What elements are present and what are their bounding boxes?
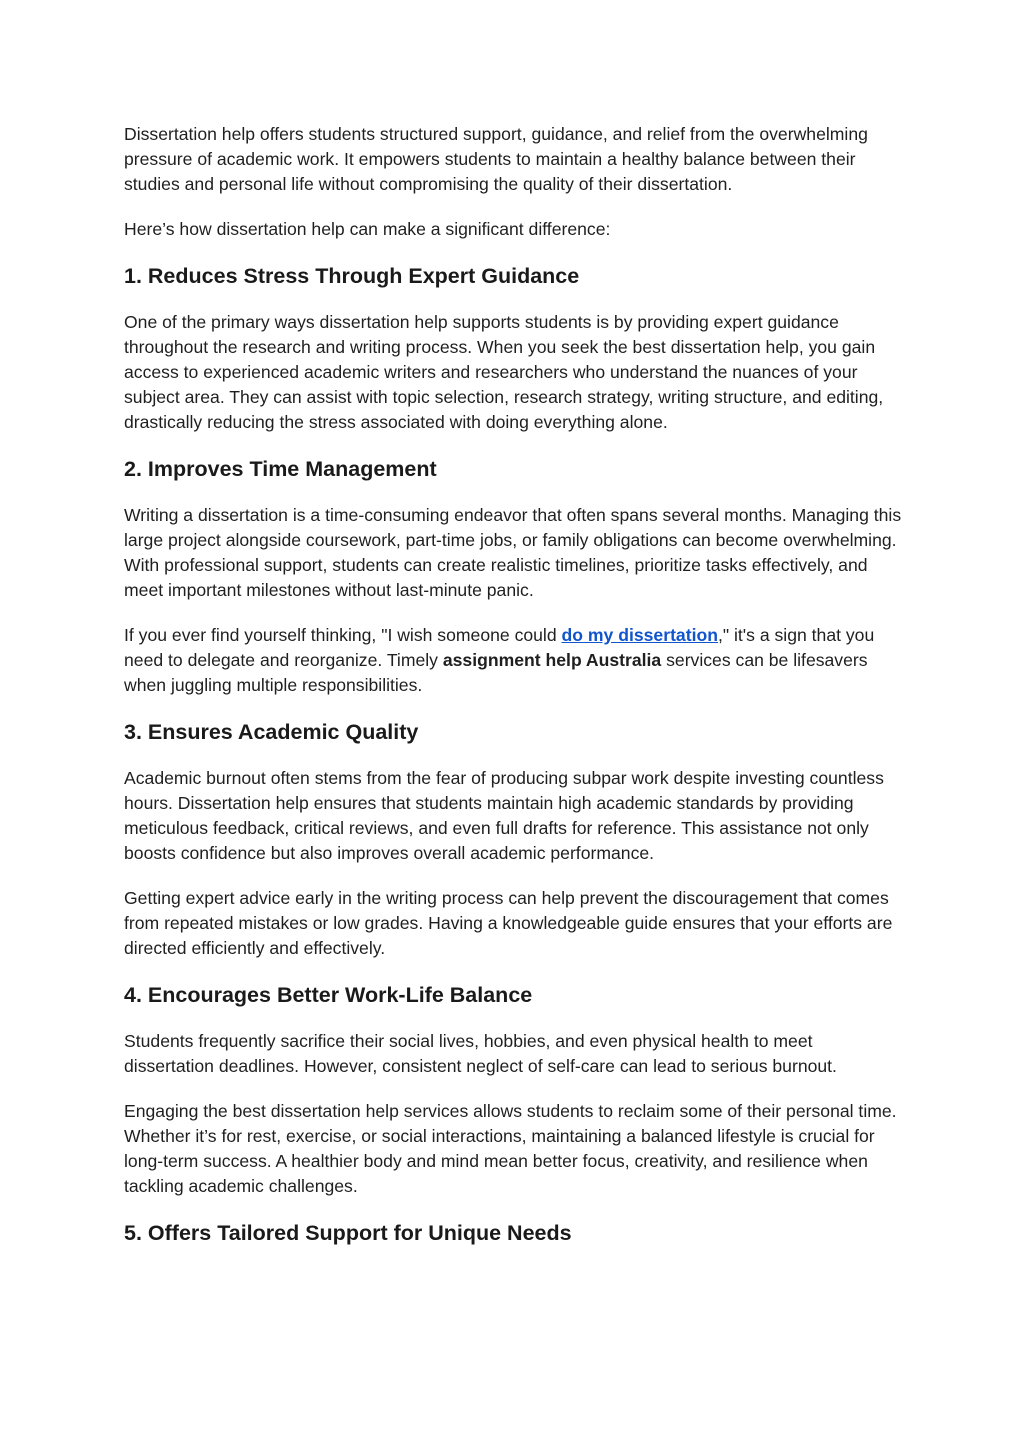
section-paragraph-with-link (124, 623, 904, 698)
section-paragraph: Getting expert advice early in the writing process can help prevent the discouragement that comes from repeated mistakes or low grades. Having a knowledgeable guide ensures that your efforts are directed efficiently and effectively. (124, 888, 893, 958)
section-heading-time-management: 2. Improves Time Management (124, 457, 437, 481)
section-paragraph: One of the primary ways dissertation help supports students is by providing expert guidance throughout the research and writing process. When you seek the best dissertation help, you gain access to experienced academic writers and researchers who understand the nuances of your subject area. They can assist with topic selection, research strategy, writing structure, and editing, drastically reducing the stress associated with doing everything alone. (124, 312, 884, 432)
intro-paragraph: Dissertation help offers students structured support, guidance, and relief from the overwhelming pressure of academic work. It empowers students to maintain a healthy balance between their studies and personal life without compromising the quality of their dissertation. (124, 124, 868, 194)
bold-text-run: assignment help Australia (442, 650, 662, 670)
section-heading-work-life-balance: 4. Encourages Better Work-Life Balance (124, 983, 533, 1007)
section-paragraph: Engaging the best dissertation help services allows students to reclaim some of their personal time. Whether it’s for rest, exercise, or social interactions, maintaining a balanced lifestyle is crucial for long-term success. A healthier body and mind mean better focus, creativity, and resilience when tackling academic challenges. (124, 1101, 897, 1196)
section-paragraph: Students frequently sacrifice their social lives, hobbies, and even physical health to meet dissertation deadlines. However, consistent neglect of self-care can lead to serious burnout. (124, 1031, 837, 1076)
section-paragraph: Writing a dissertation is a time-consuming endeavor that often spans several months. Managing this large project alongside coursework, part-time jobs, or family obligations can become overwhelming. With professional support, students can create realistic timelines, prioritize tasks effectively, and meet important milestones without last-minute panic. (124, 505, 902, 600)
section-paragraph: Academic burnout often stems from the fear of producing subpar work despite investing countless hours. Dissertation help ensures that students maintain high academic standards by providing meticulous feedback, critical reviews, and even full drafts for reference. This assistance not only boosts confidence but also improves overall academic performance. (124, 768, 884, 863)
section-heading-reduces-stress: 1. Reduces Stress Through Expert Guidance (124, 264, 580, 288)
intro-lead-paragraph: Here’s how dissertation help can make a significant difference: (124, 219, 611, 239)
document-page (124, 122, 904, 1267)
do-my-dissertation-link[interactable]: do my dissertation (561, 625, 718, 645)
section-heading-tailored-support: 5. Offers Tailored Support for Unique Needs (124, 1221, 572, 1245)
text-run: ," it's a sign that you need to delegate and reorganize. Timely (124, 625, 875, 670)
section-heading-academic-quality: 3. Ensures Academic Quality (124, 720, 419, 744)
text-run: services can be lifesavers when juggling multiple responsibilities. (124, 650, 868, 695)
text-run: If you ever find yourself thinking, "I wish someone could (124, 625, 562, 645)
